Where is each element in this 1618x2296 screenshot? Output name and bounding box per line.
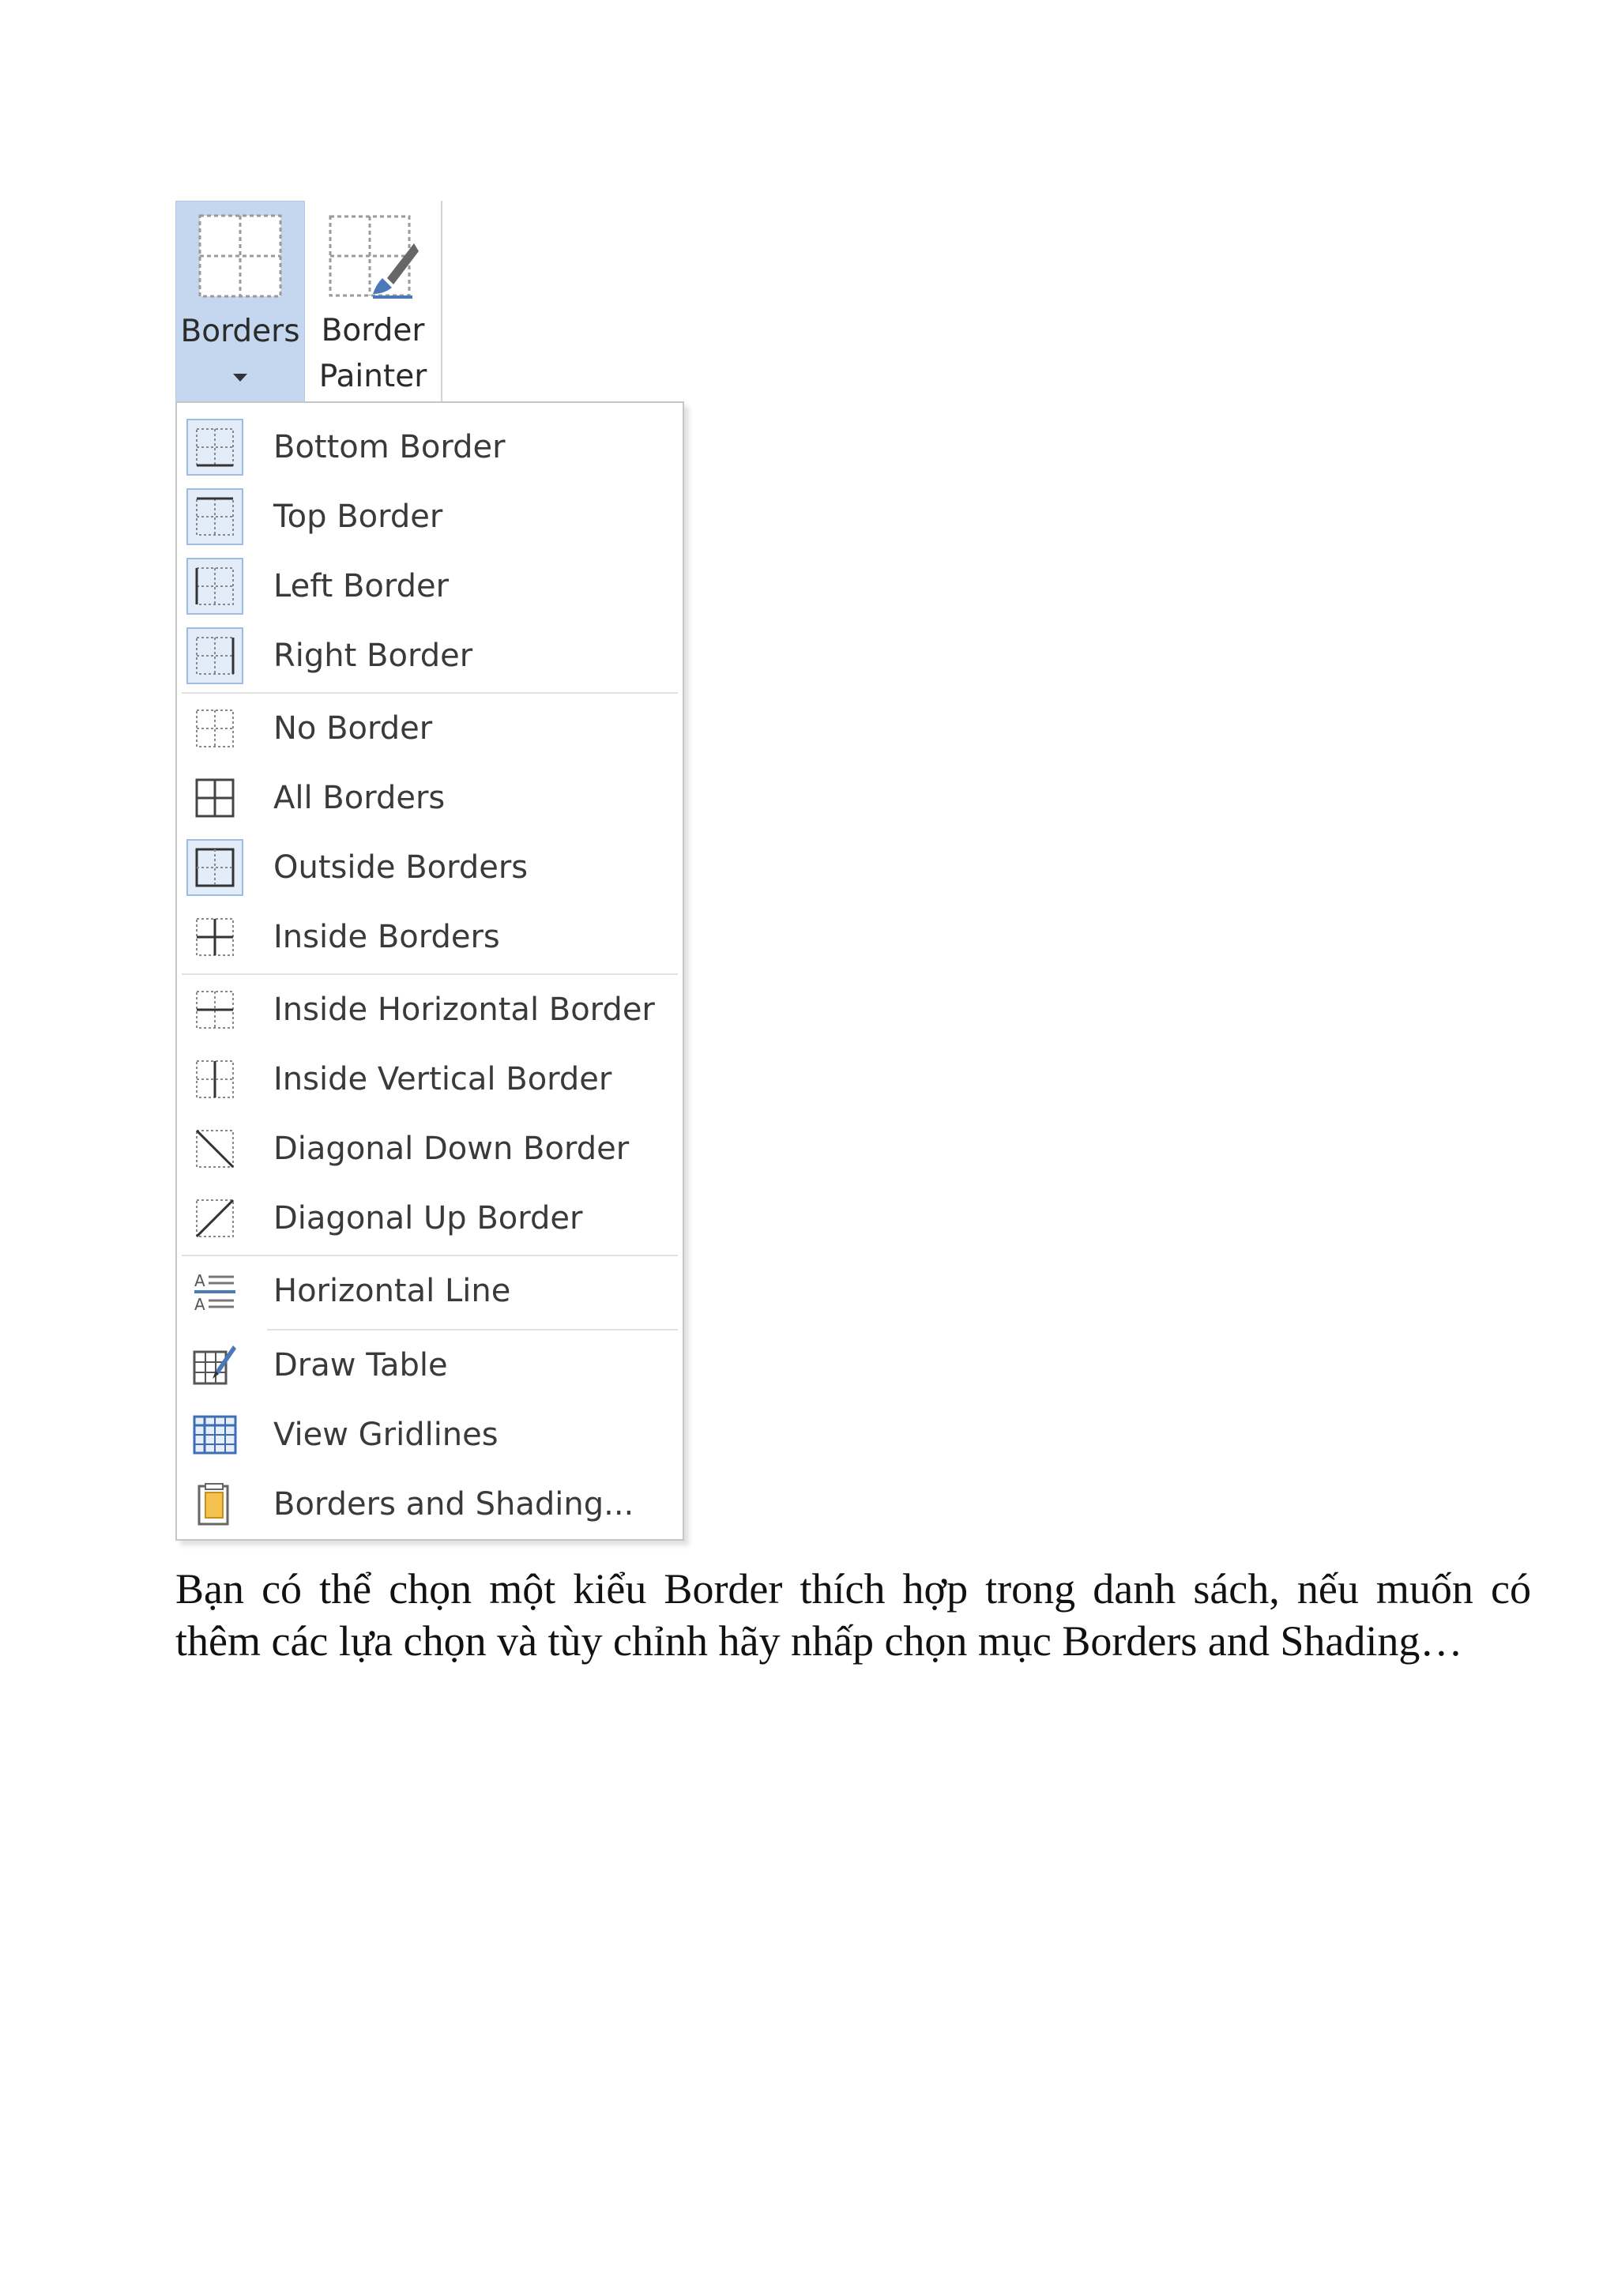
svg-text:A: A — [194, 1271, 205, 1290]
caption-line-1: Bạn có thể chọn một kiểu Border thích hợp trong danh sách, nếu muốn có — [175, 1565, 1531, 1613]
inside-horizontal-border-icon — [186, 981, 243, 1038]
view-gridlines-icon — [186, 1406, 243, 1463]
menu-item-left-border[interactable] — [177, 551, 683, 621]
caption-paragraph — [175, 1563, 1531, 1667]
top-border-icon — [186, 488, 243, 545]
menu-item-label: Outside Borders — [273, 849, 529, 886]
borders-dropdown-button[interactable] — [175, 201, 305, 403]
inside-vertical-border-icon — [186, 1051, 243, 1108]
menu-item-label: Inside Borders — [273, 919, 500, 955]
outside-borders-icon — [186, 839, 243, 896]
menu-item-label: Diagonal Up Border — [273, 1200, 583, 1236]
menu-item-label: View Gridlines — [273, 1417, 499, 1453]
bottom-border-icon — [186, 419, 243, 476]
all-borders-icon — [186, 770, 243, 826]
border-painter-button[interactable] — [308, 201, 438, 403]
menu-item-inside-borders[interactable] — [177, 902, 683, 972]
menu-item-label: Inside Horizontal Border — [273, 992, 655, 1028]
menu-item-label: Horizontal Line — [273, 1273, 511, 1309]
right-border-icon — [186, 627, 243, 684]
border-painter-icon — [325, 212, 420, 307]
borders-button-label: Borders — [180, 314, 300, 349]
menu-item-inside-horizontal-border[interactable] — [177, 975, 683, 1044]
inside-borders-icon — [186, 909, 243, 965]
menu-item-outside-borders[interactable] — [177, 833, 683, 902]
menu-item-inside-vertical-border[interactable] — [177, 1044, 683, 1114]
menu-item-label: Draw Table — [273, 1347, 448, 1383]
menu-item-label: Diagonal Down Border — [273, 1131, 630, 1167]
menu-item-right-border[interactable] — [177, 621, 683, 691]
diagonal-up-border-icon — [186, 1190, 243, 1247]
borders-and-shading-icon — [186, 1476, 243, 1533]
menu-item-diagonal-down-border[interactable] — [177, 1114, 683, 1184]
menu-item-label: Right Border — [273, 638, 473, 674]
menu-item-view-gridlines[interactable] — [177, 1400, 683, 1470]
menu-item-diagonal-up-border[interactable] — [177, 1184, 683, 1253]
border-painter-label — [308, 308, 438, 400]
menu-item-no-border[interactable] — [177, 694, 683, 763]
menu-item-all-borders[interactable] — [177, 763, 683, 833]
menu-item-top-border[interactable] — [177, 482, 683, 551]
borders-ribbon-group — [175, 201, 442, 403]
menu-item-draw-table[interactable] — [177, 1331, 683, 1400]
horizontal-line-icon — [186, 1263, 243, 1319]
menu-item-label: No Border — [273, 710, 433, 747]
menu-item-label: All Borders — [273, 780, 446, 816]
chevron-down-icon[interactable] — [233, 374, 247, 382]
menu-item-label: Inside Vertical Border — [273, 1061, 612, 1097]
caption-line-2: thêm các lựa chọn và tùy chỉnh hãy nhấp chọn mục Borders and Shading… — [175, 1617, 1463, 1665]
borders-dropdown-menu — [175, 401, 684, 1541]
border-painter-label-line2: Painter — [318, 359, 427, 394]
menu-item-borders-and-shading[interactable] — [177, 1470, 683, 1539]
menu-item-label: Bottom Border — [273, 429, 506, 465]
menu-item-label: Borders and Shading... — [273, 1486, 634, 1523]
draw-table-icon — [186, 1337, 243, 1394]
no-border-icon — [186, 700, 243, 757]
svg-text:A: A — [194, 1295, 205, 1313]
menu-item-bottom-border[interactable] — [177, 412, 683, 482]
left-border-icon — [186, 558, 243, 615]
menu-item-label: Left Border — [273, 568, 450, 604]
border-painter-label-line1: Border — [321, 313, 425, 348]
borders-icon — [197, 213, 284, 299]
menu-item-horizontal-line[interactable] — [177, 1256, 683, 1326]
diagonal-down-border-icon — [186, 1120, 243, 1177]
menu-item-label: Top Border — [273, 499, 443, 535]
